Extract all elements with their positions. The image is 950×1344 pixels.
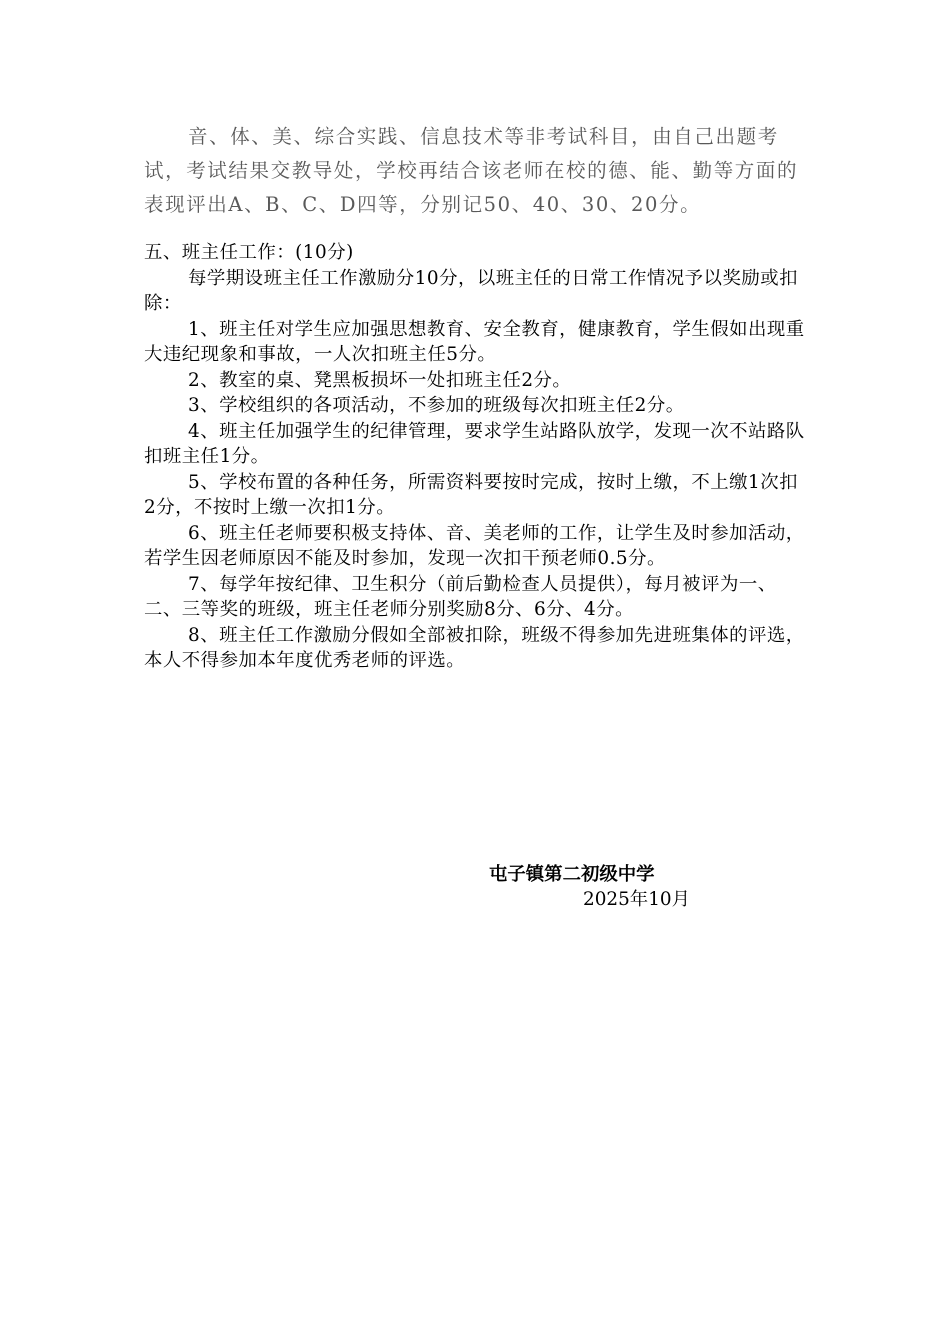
section-heading: 五、班主任工作：(10分) <box>144 242 354 263</box>
section-lead-paragraph: 每学期设班主任工作激励分10分，以班主任的日常工作情况予以奖励或扣除： <box>144 267 799 314</box>
rule-item: 5、学校布置的各种任务，所需资料要按时完成，按时上缴，不上缴1次扣2分，不按时上缴一次扣1分。 <box>144 471 799 518</box>
school-name: 屯子镇第二初级中学 <box>489 864 655 885</box>
signature-block <box>489 862 729 912</box>
intro-paragraph-block <box>144 120 808 222</box>
rule-item: 1、班主任对学生应加强思想教育、安全教育，健康教育，学生假如出现重大违纪现象和事故，一人次扣班主任5分。 <box>144 318 805 365</box>
section-5-block <box>144 240 810 674</box>
intro-paragraph: 音、体、美、综合实践、信息技术等非考试科目，由自己出题考试，考试结果交教导处，学校再结合该老师在校的德、能、勤等方面的表现评出A、B、C、D四等，分别记50、40、30、20分。 <box>144 125 799 216</box>
rule-item: 4、班主任加强学生的纪律管理，要求学生站路队放学，发现一次不站路队扣班主任1分。 <box>144 420 805 467</box>
rule-item: 2、教室的桌、凳黑板损坏一处扣班主任2分。 <box>188 369 572 391</box>
rule-item: 3、学校组织的各项活动，不参加的班级每次扣班主任2分。 <box>188 395 685 416</box>
rule-item: 8、班主任工作激励分假如全部被扣除，班级不得参加先进班集体的评选，本人不得参加本年度优秀老师的评选。 <box>144 624 805 671</box>
signature-date: 2025年10月 <box>583 889 690 910</box>
rule-item: 7、每学年按纪律、卫生积分（前后勤检查人员提供），每月被评为一、二、三等奖的班级，班主任老师分别奖励8分、6分、4分。 <box>144 573 777 620</box>
rule-item: 6、班主任老师要积极支持体、音、美老师的工作，让学生及时参加活动，若学生因老师原因不能及时参加，发现一次扣干预老师0.5分。 <box>144 522 805 569</box>
